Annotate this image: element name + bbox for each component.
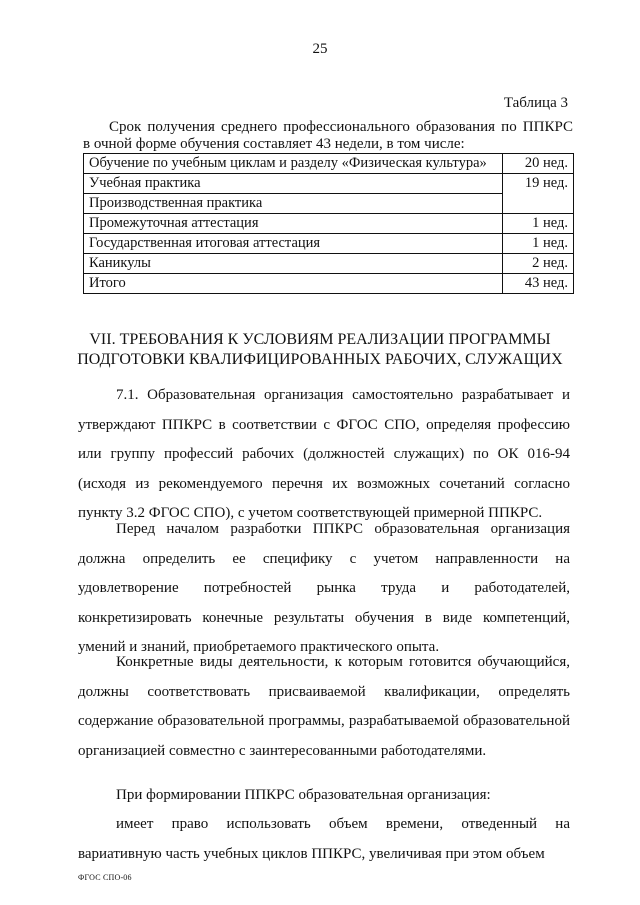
paragraph-activities: Конкретные виды деятельности, к которым готовится обучающийся, должны соответствовать присваиваемой квалификации, определять содержание образовательной программы, разрабатываемой образовательной организацией совместно с заинтересованными работодателями. [78,654,570,759]
row-value: 19 нед. [503,174,574,214]
row-label: Государственная итоговая аттестация [84,234,503,254]
table-row [84,154,574,174]
row-label: Промежуточная аттестация [84,214,503,234]
row-value: 43 нед. [503,274,574,294]
paragraph-7-1: 7.1. Образовательная организация самостоятельно разрабатывает и утверждают ППКРС в соответствии с ФГОС СПО, определяя профессию или группу профессий рабочих (должностей служащих) по ОК 016-94 (исходя из рекомендуемого перечня их возможных сочетаний согласно пункту 3.2 ФГОС СПО), с учетом соответствующей примерной ППКРС. [78,387,570,521]
row-label: Итого [84,274,503,294]
table-row [84,174,574,194]
row-value: 2 нед. [503,254,574,274]
row-value: 1 нед. [503,234,574,254]
row-label: Учебная практика [84,174,503,194]
row-value: 20 нед. [503,154,574,174]
paragraph-specifics: Перед началом разработки ППКРС образовательная организация должна определить ее специфику с учетом направленности на удовлетворение потребностей рынка труда и работодателей, конкретизировать конечные результаты обучения в виде компетенций, умений и знаний, приобретаемого практического опыта. [78,521,570,655]
intro-line-2: в очной форме обучения составляет 43 недели, в том числе: [83,136,465,152]
footer-code: ФГОС СПО-06 [78,873,132,882]
table-row [84,234,574,254]
table-row [84,194,574,214]
row-label: Каникулы [84,254,503,274]
table-row [84,214,574,234]
table-intro [83,119,573,153]
page-number: 25 [312,41,328,57]
table-label: Таблица 3 [503,95,568,111]
section-heading-line-1: VII. ТРЕБОВАНИЯ К УСЛОВИЯМ РЕАЛИЗАЦИИ ПРОГРАММЫ [89,331,551,348]
study-term-table [83,153,574,294]
intro-line-1: Срок получения среднего профессионального образования по ППКРС [109,119,573,135]
table-row [84,254,574,274]
row-label: Производственная практика [84,194,503,214]
row-label: Обучение по учебным циклам и разделу «Физическая культура» [84,154,503,174]
paragraph-right-to-use: имеет право использовать объем времени, отведенный на вариативную часть учебных циклов ППКРС, увеличивая при этом объем [78,816,570,862]
section-heading [60,330,580,370]
section-heading-line-2: ПОДГОТОВКИ КВАЛИФИЦИРОВАННЫХ РАБОЧИХ, СЛУЖАЩИХ [77,351,563,368]
table-row [84,274,574,294]
row-value: 1 нед. [503,214,574,234]
paragraph-formation: При формировании ППКРС образовательная организация: [116,787,491,803]
